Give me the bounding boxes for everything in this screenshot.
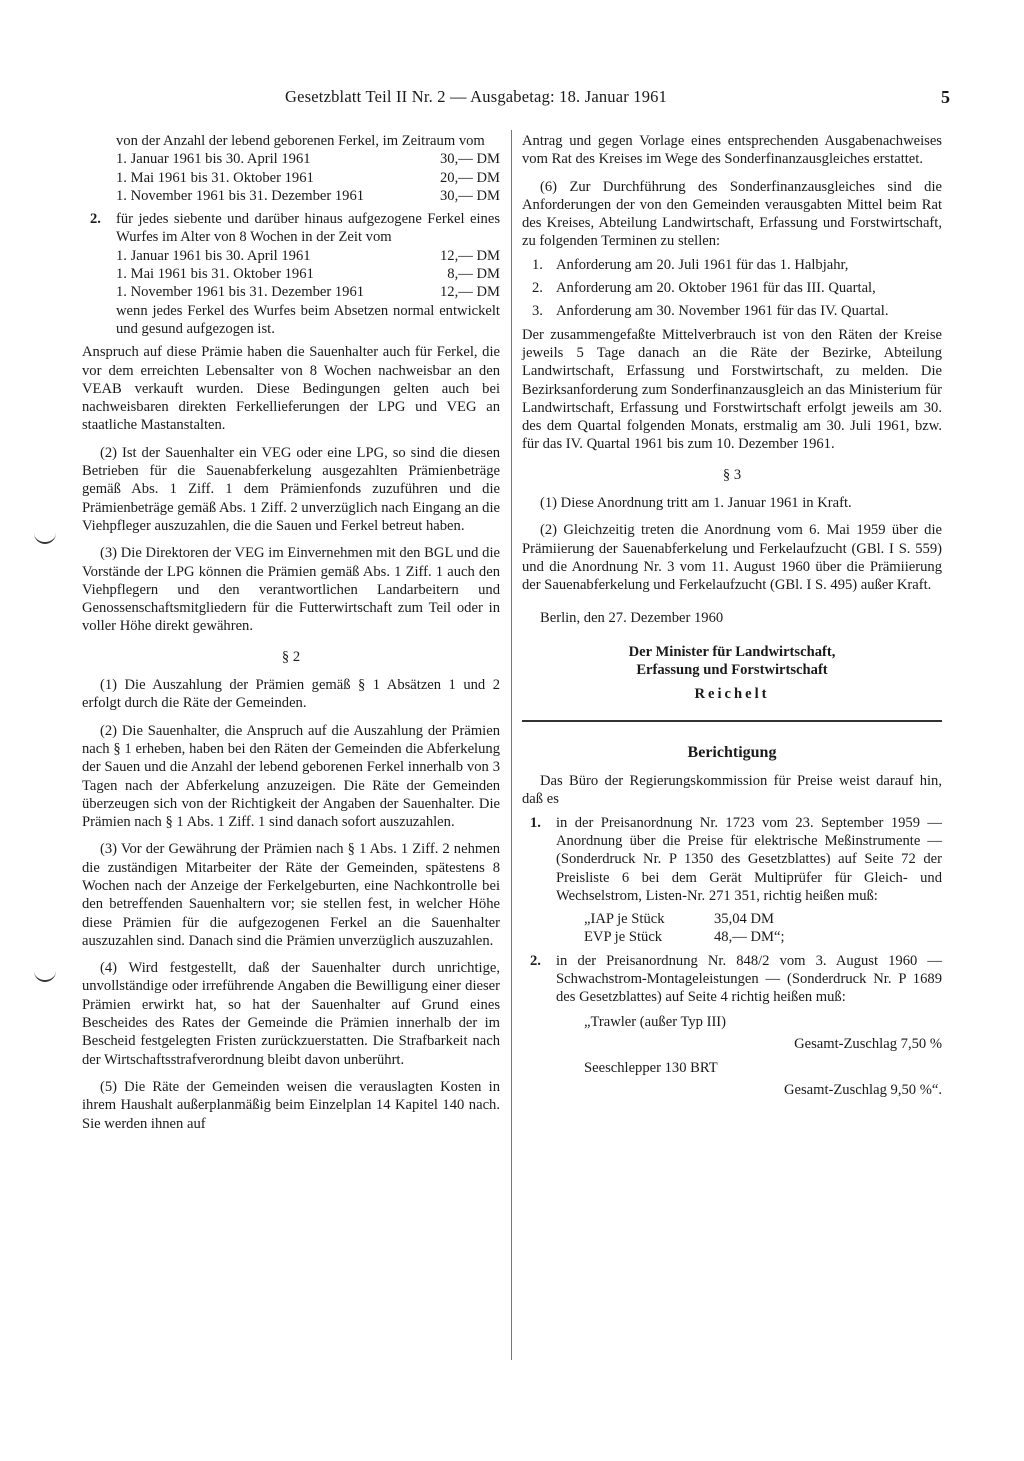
price-label: EVP je Stück <box>584 929 663 946</box>
table-row <box>82 150 500 168</box>
signature-title: Erfassung und Forstwirtschaft <box>636 662 828 679</box>
paragraph: (2) Ist der Sauenhalter ein VEG oder eine LPG, so sind die diesen Betrieben für die Sauenabferkelung ausgezahlten Prämienbeträge gemäß Abs. 1 Ziff. 1 dem Prämienfonds zuzuführen und die Prämienbeträge gemäß Abs. 1 Ziff. 2 unverzüglich nach Eingang an die Viehpfleger auszuzahlen, die die Sauen und Ferkel betreut haben. <box>82 444 500 534</box>
period-cell: 1. Januar 1961 bis 30. April 1961 <box>116 247 311 264</box>
price-row <box>522 928 942 946</box>
item-text: für jedes siebente und darüber hinaus aufgezogene Ferkel eines Wurfes im Alter von 8 Wochen in der Zeit vom <box>116 211 500 246</box>
paragraph: Das Büro der Regierungskommission für Preise weist darauf hin, daß es <box>522 773 942 808</box>
section-divider <box>522 720 942 722</box>
item-number: 1. <box>532 256 543 273</box>
left-column <box>82 132 500 1133</box>
tug-line: Seeschlepper 130 BRT <box>584 1060 718 1077</box>
list-item <box>522 256 942 274</box>
page-number: 5 <box>941 87 950 107</box>
margin-check-mark <box>34 530 56 544</box>
list-item <box>522 302 942 320</box>
berichtigung-heading: Berichtigung <box>687 743 777 761</box>
amount-cell: 8,— DM <box>447 266 500 283</box>
signature-block <box>522 643 942 704</box>
item-text: Anforderung am 20. Oktober 1961 für das III. Quartal, <box>556 280 876 297</box>
place-date: Berlin, den 27. Dezember 1960 <box>540 609 724 626</box>
paragraph: (5) Die Räte der Gemeinden weisen die verauslagten Kosten in ihrem Haushalt außerplanmäßig beim Einzelplan 14 Kapitel 140 nach. Sie werden ihnen auf <box>82 1078 500 1132</box>
table-row <box>82 169 500 187</box>
paragraph: Antrag und gegen Vorlage eines entsprechenden Ausgabenachweises vom Rat des Kreises im Wege des Sonderfinanzausgleiches erstattet. <box>522 133 942 168</box>
page-header <box>80 88 950 114</box>
amount-cell: 20,— DM <box>440 169 500 186</box>
item-text: in der Preisanordnung Nr. 848/2 vom 3. August 1960 — Schwachstrom-Montageleistungen — (Sonderdruck Nr. P 1689 des Gesetzblattes) auf Seite 4 richtig heißen muß: <box>556 952 942 1006</box>
signature-name: Reichelt <box>694 686 770 703</box>
paragraph: (1) Diese Anordnung tritt am 1. Januar 1961 in Kraft. <box>540 495 852 512</box>
amount-cell: 30,— DM <box>440 151 500 168</box>
item-number: 2. <box>90 211 101 228</box>
item-text: Anforderung am 20. Juli 1961 für das 1. Halbjahr, <box>556 256 849 273</box>
paragraph: Anspruch auf diese Prämie haben die Sauenhalter auch für Ferkel, die vor dem erreichten Lebensalter von 8 Wochen nachweisbar an den VEAB verkauft wurden. Diese Bedingungen gelten auch bei nachweisbaren direkten Ferkellieferungen der LPG und VEG an staatliche Mastanstalten. <box>82 344 500 434</box>
period-cell: 1. Mai 1961 bis 31. Oktober 1961 <box>116 169 314 186</box>
margin-check-mark <box>34 968 56 982</box>
price-value: 48,— DM“; <box>714 929 785 946</box>
paragraph: wenn jedes Ferkel des Wurfes beim Absetzen normal entwickelt und gesund aufgezogen ist. <box>116 302 500 337</box>
price-row <box>522 910 942 928</box>
item-number: 2. <box>532 280 543 297</box>
amount-cell: 12,— DM <box>440 247 500 264</box>
trawler-surcharge: Gesamt-Zuschlag 7,50 % <box>794 1035 942 1052</box>
header-title: Gesetzblatt Teil II Nr. 2 — Ausgabetag: 18. Januar 1961 <box>285 87 668 106</box>
paragraph: (2) Die Sauenhalter, die Anspruch auf die Auszahlung der Prämien nach § 1 erheben, haben bei den Räten der Gemeinden die Abferkelung der Sauen und die Anzahl der lebend geborenen Ferkel innerhalb von 3 Tagen nach der Abferkelung anzuzeigen. Die Räte der Gemeinden überzeugen sich von der Richtigkeit der Angaben der Sauenhalter. Die Prämien nach § 1 Abs. 1 Ziff. 1 sind danach sofort auszuzahlen. <box>82 722 500 831</box>
section-heading: § 3 <box>722 466 742 483</box>
paragraph: (6) Zur Durchführung des Sonderfinanzausgleiches sind die Anforderungen der von den Gemeinden verausgabten Mittel beim Rat des Kreises, Abteilung Landwirtschaft, Erfassung und Forstwirtschaft, zu folgenden Terminen zu stellen: <box>522 178 942 250</box>
item-number: 3. <box>532 303 543 320</box>
paragraph: von der Anzahl der lebend geborenen Ferkel, im Zeitraum vom <box>116 133 485 149</box>
paragraph: (1) Die Auszahlung der Prämien gemäß § 1 Absätzen 1 und 2 erfolgt durch die Räte der Gemeinden. <box>82 677 500 712</box>
signature-title: Der Minister für Landwirtschaft, <box>628 643 836 660</box>
period-cell: 1. Januar 1961 bis 30. April 1961 <box>116 151 311 168</box>
table-row <box>82 283 500 301</box>
paragraph: (2) Gleichzeitig treten die Anordnung vom 6. Mai 1959 über die Prämiierung der Sauenabferkelung und Ferkelaufzucht (GBl. I S. 559) und die Anordnung Nr. 3 vom 11. August 1960 über die Prämiierung der Sauenabferkelung und Ferkelaufzucht (GBl. I S. 495) außer Kraft. <box>522 522 942 594</box>
table-row <box>82 265 500 283</box>
period-cell: 1. November 1961 bis 31. Dezember 1961 <box>116 187 365 204</box>
paragraph: (3) Vor der Gewährung der Prämien nach § 1 Abs. 1 Ziff. 2 nehmen die zuständigen Mitarbeiter der Räte der Gemeinden, spätestens 8 Wochen nach der Anzeige der Ferkelgeburten, eine Nachkontrolle bei den betreffenden Sauenhaltern vor; sie stellen fest, in welcher Höhe diese Prämien für die aufgezogenen Ferkel an die Sauenhalter auszuzahlen sind. Danach sind die Prämien unverzüglich auszuzahlen. <box>82 841 500 949</box>
period-cell: 1. November 1961 bis 31. Dezember 1961 <box>116 284 365 301</box>
column-divider <box>511 130 512 1360</box>
paragraph: Der zusammengefaßte Mittelverbrauch ist von den Räten der Kreise jeweils 5 Tage danach an die Räte der Bezirke, Abteilung Landwirtschaft, Erfassung und Forstwirtschaft, zu melden. Die Bezirksanforderung zum Sonderfinanzausgleich an das Ministerium für Landwirtschaft, Erfassung und Forstwirtschaft erfolgt jeweils am 30. des dem Quartal folgenden Monats, erstmalig am 30. Juli 1961, bzw. für das IV. Quartal 1961 bis zum 10. Dezember 1961. <box>522 326 942 453</box>
table-row <box>82 247 500 265</box>
tug-surcharge: Gesamt-Zuschlag 9,50 %“. <box>783 1082 942 1099</box>
price-value: 35,04 DM <box>714 911 774 928</box>
list-item <box>522 814 942 905</box>
table-row <box>82 187 500 205</box>
list-item <box>522 279 942 297</box>
price-label: „IAP je Stück <box>584 911 665 928</box>
premium-table-1 <box>82 150 500 205</box>
list-item <box>82 210 500 247</box>
amount-cell: 12,— DM <box>440 284 500 301</box>
period-cell: 1. Mai 1961 bis 31. Oktober 1961 <box>116 266 314 283</box>
premium-table-2 <box>82 247 500 302</box>
item-number: 2. <box>530 952 541 969</box>
section-heading: § 2 <box>281 648 301 665</box>
paragraph: (3) Die Direktoren der VEG im Einvernehmen mit den BGL und die Vorstände der LPG können die Prämien gemäß Abs. 1 Ziff. 1 auch den Viehpflegern und den verantwortlichen Landarbeitern und Genossenschaftsmitgliedern für die Futterwirtschaft zum Teil oder in voller Höhe direkt gewähren. <box>82 545 500 635</box>
right-column <box>522 132 942 1100</box>
item-text: Anforderung am 30. November 1961 für das IV. Quartal. <box>556 303 889 320</box>
item-number: 1. <box>530 814 541 831</box>
list-item <box>522 952 942 1007</box>
paragraph: (4) Wird festgestellt, daß der Sauenhalter durch unrichtige, unvollständige oder irreführende Angaben die Bewilligung einer dieser Prämien erwirkt hat, so hat der Sauenhalter auf Grund eines Bescheides des Rates der Gemeinde die Prämien innerhalb der im Bescheid festgelegten Fristen zurückzuerstatten. Die Strafbarkeit nach der Wirtschaftsstrafverordnung bleibt davon unberührt. <box>82 960 500 1068</box>
trawler-line: „Trawler (außer Typ III) <box>584 1013 727 1030</box>
item-text: in der Preisanordnung Nr. 1723 vom 23. September 1959 — Anordnung über die Preise für elektrische Meßinstrumente — (Sonderdruck Nr. P 1350 des Gesetzblattes) auf Seite 72 der Preisliste 6 bei dem Gerät Multiprüfer für Gleich- und Wechselstrom, Listen-Nr. 271 351, richtig heißen muß: <box>556 814 942 904</box>
amount-cell: 30,— DM <box>440 187 500 204</box>
